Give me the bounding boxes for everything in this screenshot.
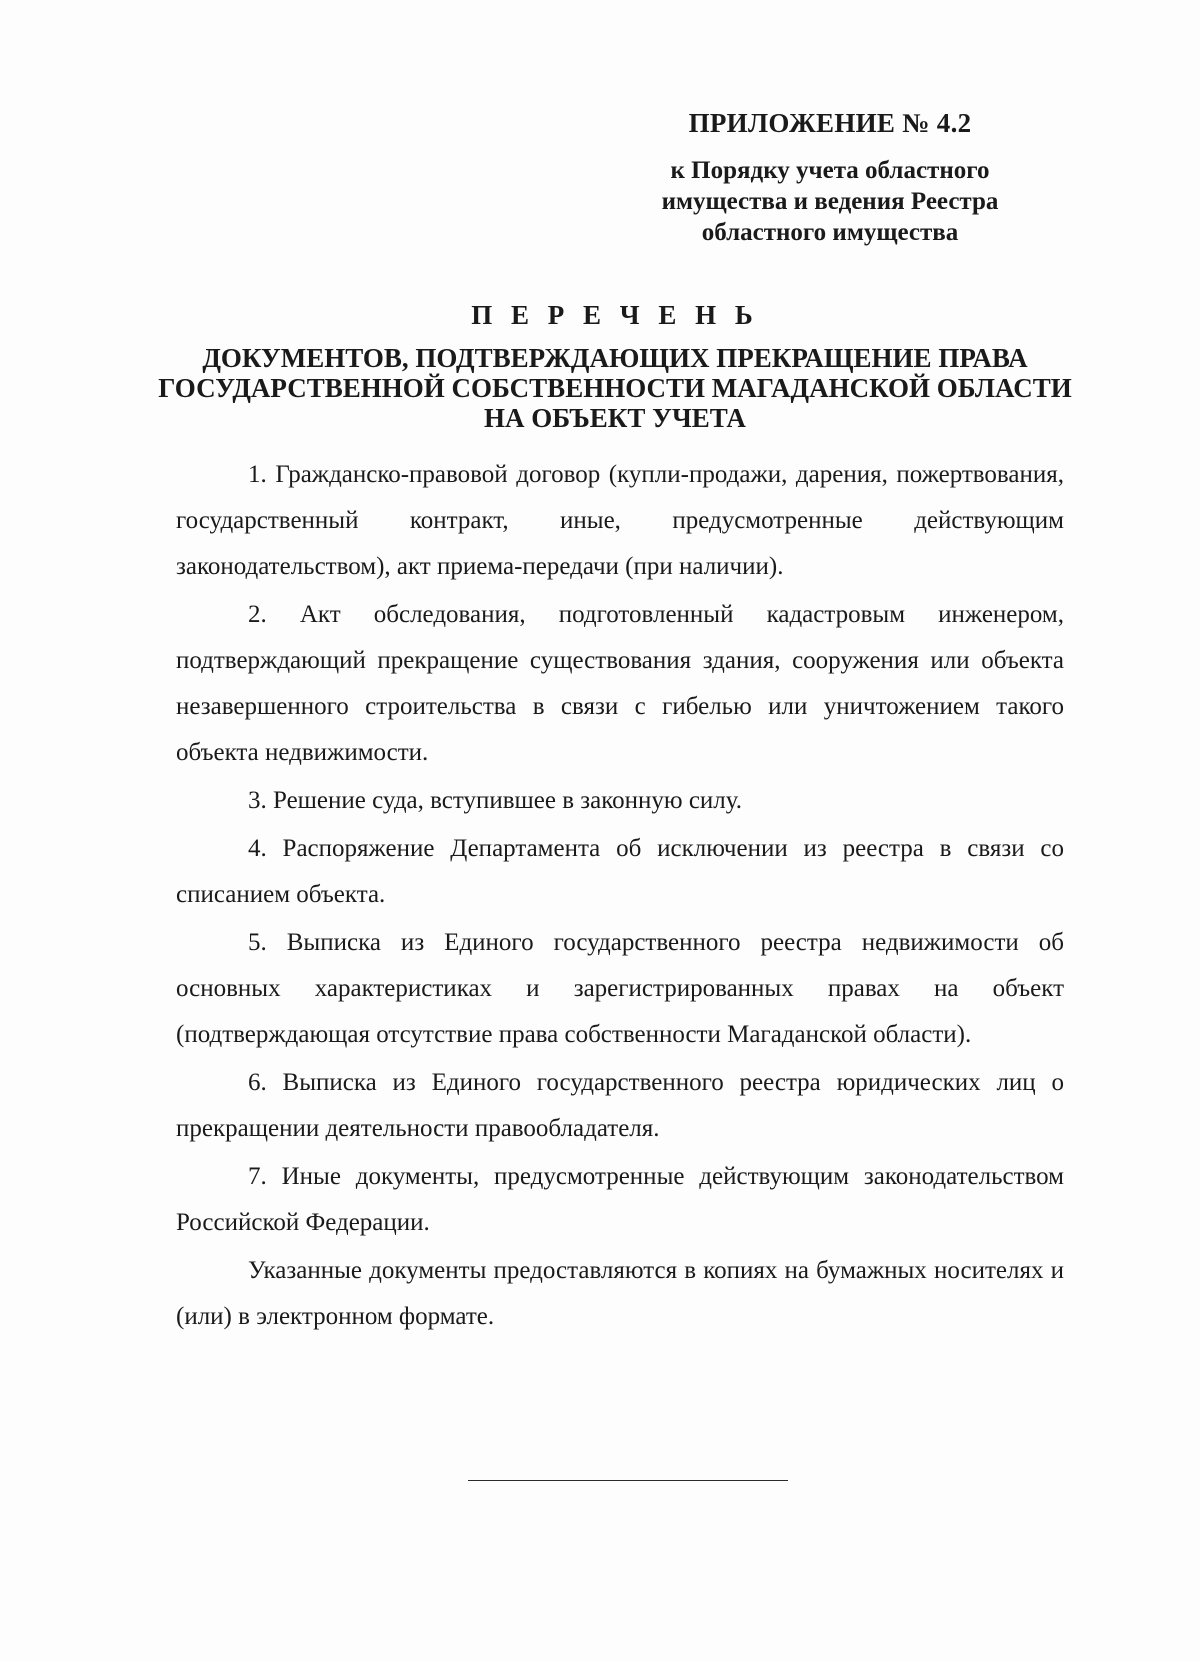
list-item-2: 2. Акт обследования, подготовленный кадастровым инженером, подтверждающий прекращение существования здания, сооружения или объекта незавершенного строительства в связи с гибелью или уничтожением такого объекта недвижимости. bbox=[176, 601, 1064, 766]
closing-paragraph: Указанные документы предоставляются в копиях на бумажных носителях и (или) в электронном формате. bbox=[176, 1257, 1064, 1330]
document-title bbox=[150, 300, 1080, 433]
title-heading: ДОКУМЕНТОВ, ПОДТВЕРЖДАЮЩИХ ПРЕКРАЩЕНИЕ ПРАВА ГОСУДАРСТВЕННОЙ СОБСТВЕННОСТИ МАГАДАНСКОЙ ОБЛАСТИ НА ОБЪЕКТ УЧЕТА bbox=[158, 343, 1072, 433]
list-item-1: 1. Гражданско-правовой договор (купли-продажи, дарения, пожертвования, государственный контракт, иные, предусмотренные действующим законодательством), акт приема-передачи (при наличии). bbox=[176, 461, 1064, 580]
list-item-5: 5. Выписка из Единого государственного реестра недвижимости об основных характеристиках и зарегистрированных правах на объект (подтверждающая отсутствие права собственности Магаданской области). bbox=[176, 929, 1064, 1048]
list-item-6: 6. Выписка из Единого государственного реестра юридических лиц о прекращении деятельности правообладателя. bbox=[176, 1069, 1064, 1142]
title-spaced-word: П Е Р Е Ч Е Н Ь bbox=[471, 300, 759, 330]
end-divider bbox=[468, 1480, 788, 1481]
appendix-subtitle: к Порядку учета областного имущества и ведения Реестра областного имущества bbox=[661, 157, 999, 246]
list-item-3: 3. Решение суда, вступившее в законную силу. bbox=[248, 787, 743, 814]
list-item-4: 4. Распоряжение Департамента об исключении из реестра в связи со списанием объекта. bbox=[176, 835, 1064, 908]
appendix-label: ПРИЛОЖЕНИЕ № 4.2 bbox=[688, 108, 972, 138]
appendix-header bbox=[620, 108, 1040, 248]
document-body bbox=[176, 452, 1064, 1342]
list-item-7: 7. Иные документы, предусмотренные действующим законодательством Российской Федерации. bbox=[176, 1163, 1064, 1236]
